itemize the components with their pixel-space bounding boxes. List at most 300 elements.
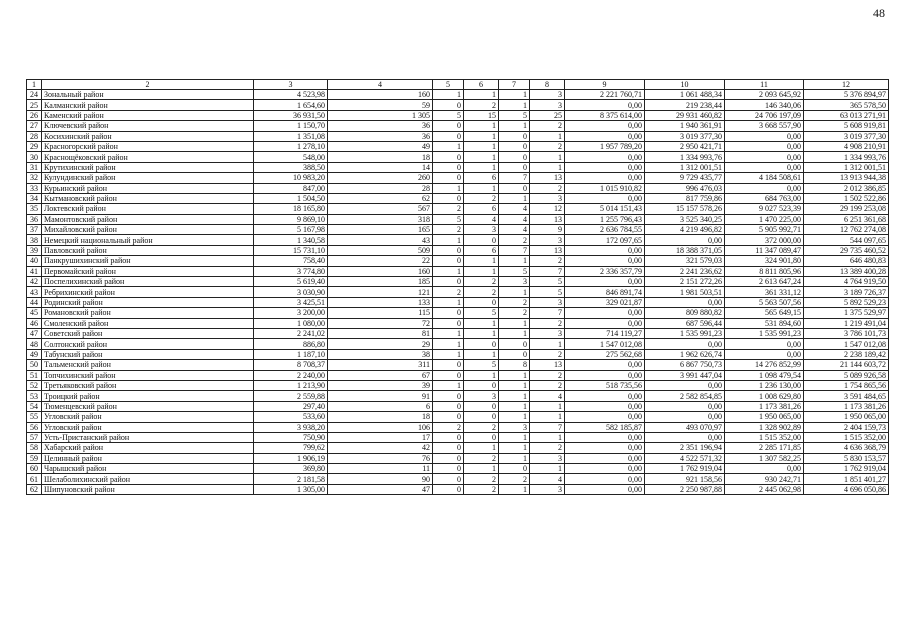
value-cell: 1 351,08 (254, 131, 328, 141)
table-row (27, 391, 889, 401)
value-cell: 0 (464, 339, 499, 349)
row-number-cell: 57 (27, 432, 42, 442)
value-cell: 1 (499, 380, 530, 390)
value-cell: 0 (433, 484, 464, 494)
district-name-cell: Зональный район (42, 90, 254, 100)
value-cell: 2 404 159,73 (804, 422, 889, 432)
value-cell: 1 (464, 349, 499, 359)
table-row (27, 245, 889, 255)
value-cell: 1 080,00 (254, 318, 328, 328)
value-cell: 1 (499, 401, 530, 411)
value-cell: 1 340,58 (254, 235, 328, 245)
value-cell: 1 502 522,86 (804, 193, 889, 203)
value-cell: 25 (530, 110, 565, 120)
value-cell: 0,00 (645, 412, 725, 422)
value-cell: 318 (328, 214, 433, 224)
row-number-cell: 62 (27, 484, 42, 494)
district-name-cell: Хабарский район (42, 443, 254, 453)
value-cell: 2 636 784,55 (565, 225, 645, 235)
row-number-cell: 51 (27, 370, 42, 380)
value-cell: 1 375 529,97 (804, 308, 889, 318)
column-header: 7 (499, 80, 530, 90)
column-header: 9 (565, 80, 645, 90)
value-cell: 13 (530, 173, 565, 183)
value-cell: 29 199 253,08 (804, 204, 889, 214)
table-row (27, 360, 889, 370)
value-cell: 518 735,56 (565, 380, 645, 390)
value-cell: 0,00 (565, 360, 645, 370)
value-cell: 1 (433, 141, 464, 151)
value-cell: 0,00 (645, 432, 725, 442)
value-cell: 2 (530, 380, 565, 390)
table-row (27, 173, 889, 183)
value-cell: 2 221 760,71 (565, 90, 645, 100)
row-number-cell: 33 (27, 183, 42, 193)
value-cell: 59 (328, 100, 433, 110)
value-cell: 260 (328, 173, 433, 183)
value-cell: 1 334 993,76 (645, 152, 725, 162)
value-cell: 0,00 (565, 464, 645, 474)
value-cell: 21 144 603,72 (804, 360, 889, 370)
value-cell: 4 (530, 391, 565, 401)
table-row (27, 422, 889, 432)
value-cell: 3 525 340,25 (645, 214, 725, 224)
value-cell: 2 (464, 474, 499, 484)
value-cell: 365 578,50 (804, 100, 889, 110)
value-cell: 1 981 503,51 (645, 287, 725, 297)
row-number-cell: 32 (27, 173, 42, 183)
value-cell: 0 (464, 432, 499, 442)
value-cell: 36 (328, 131, 433, 141)
table-row (27, 380, 889, 390)
value-cell: 49 (328, 141, 433, 151)
row-number-cell: 55 (27, 412, 42, 422)
row-number-cell: 28 (27, 131, 42, 141)
value-cell: 7 (530, 422, 565, 432)
table-row (27, 90, 889, 100)
district-name-cell: Романовский район (42, 308, 254, 318)
row-number-cell: 34 (27, 193, 42, 203)
value-cell: 22 (328, 256, 433, 266)
value-cell: 0,00 (565, 100, 645, 110)
value-cell: 886,80 (254, 339, 328, 349)
value-cell: 369,80 (254, 464, 328, 474)
value-cell: 1 (499, 193, 530, 203)
district-name-cell: Калманский район (42, 100, 254, 110)
value-cell: 0,00 (565, 162, 645, 172)
value-cell: 1 334 993,76 (804, 152, 889, 162)
value-cell: 544 097,65 (804, 235, 889, 245)
table-row (27, 204, 889, 214)
value-cell: 1 (464, 90, 499, 100)
value-cell: 160 (328, 266, 433, 276)
value-cell: 115 (328, 308, 433, 318)
value-cell: 29 931 460,82 (645, 110, 725, 120)
value-cell: 1 (464, 328, 499, 338)
value-cell: 1 (530, 412, 565, 422)
value-cell: 0 (499, 464, 530, 474)
value-cell: 18 165,80 (254, 204, 328, 214)
value-cell: 13 (530, 214, 565, 224)
value-cell: 3 (464, 225, 499, 235)
value-cell: 5 (433, 214, 464, 224)
value-cell: 0 (433, 162, 464, 172)
value-cell: 3 (499, 422, 530, 432)
row-number-cell: 53 (27, 391, 42, 401)
value-cell: 0,00 (565, 401, 645, 411)
value-cell: 1 504,50 (254, 193, 328, 203)
table-row (27, 100, 889, 110)
district-name-cell: Солтонский район (42, 339, 254, 349)
table-header-row (27, 80, 889, 90)
row-number-cell: 25 (27, 100, 42, 110)
value-cell: 0,00 (565, 277, 645, 287)
value-cell: 3 938,20 (254, 422, 328, 432)
value-cell: 11 347 089,47 (725, 245, 804, 255)
value-cell: 0 (433, 443, 464, 453)
value-cell: 3 668 557,90 (725, 121, 804, 131)
value-cell: 0 (499, 162, 530, 172)
table-row (27, 464, 889, 474)
value-cell: 1 (433, 349, 464, 359)
value-cell: 758,40 (254, 256, 328, 266)
value-cell: 0 (433, 308, 464, 318)
value-cell: 1 (499, 432, 530, 442)
value-cell: 6 (464, 173, 499, 183)
value-cell: 996 476,03 (645, 183, 725, 193)
value-cell: 165 (328, 225, 433, 235)
district-name-cell: Третьяковский район (42, 380, 254, 390)
value-cell: 1 962 626,74 (645, 349, 725, 359)
value-cell: 2 (464, 277, 499, 287)
value-cell: 582 185,87 (565, 422, 645, 432)
value-cell: 0 (433, 131, 464, 141)
table-row (27, 266, 889, 276)
row-number-cell: 27 (27, 121, 42, 131)
value-cell: 817 759,86 (645, 193, 725, 203)
value-cell: 1 (464, 183, 499, 193)
value-cell: 0 (433, 121, 464, 131)
value-cell: 2 (464, 422, 499, 432)
column-header: 8 (530, 80, 565, 90)
value-cell: 0,00 (725, 349, 804, 359)
value-cell: 1 (464, 318, 499, 328)
value-cell: 6 (464, 204, 499, 214)
value-cell: 5 (530, 287, 565, 297)
district-name-cell: Табунский район (42, 349, 254, 359)
district-name-cell: Родинский район (42, 297, 254, 307)
row-number-cell: 36 (27, 214, 42, 224)
value-cell: 0,00 (565, 484, 645, 494)
district-name-cell: Кытмановский район (42, 193, 254, 203)
value-cell: 0,00 (645, 297, 725, 307)
value-cell: 13 (530, 245, 565, 255)
value-cell: 63 013 271,91 (804, 110, 889, 120)
value-cell: 329 021,87 (565, 297, 645, 307)
value-cell: 0,00 (565, 453, 645, 463)
value-cell: 2 (499, 235, 530, 245)
value-cell: 3 (530, 484, 565, 494)
district-name-cell: Первомайский район (42, 266, 254, 276)
value-cell: 1 (530, 432, 565, 442)
value-cell: 2 (530, 318, 565, 328)
value-cell: 4 908 210,91 (804, 141, 889, 151)
value-cell: 0 (433, 277, 464, 287)
value-cell: 1 (464, 464, 499, 474)
value-cell: 9 729 435,77 (645, 173, 725, 183)
value-cell: 5 905 992,71 (725, 225, 804, 235)
value-cell: 1 940 361,91 (645, 121, 725, 131)
value-cell: 2 (433, 204, 464, 214)
value-cell: 2 445 062,98 (725, 484, 804, 494)
value-cell: 3 591 484,65 (804, 391, 889, 401)
value-cell: 1 535 991,23 (645, 328, 725, 338)
value-cell: 1 (530, 152, 565, 162)
value-cell: 0,00 (565, 131, 645, 141)
value-cell: 7 (499, 245, 530, 255)
value-cell: 13 913 944,38 (804, 173, 889, 183)
district-name-cell: Тальменский район (42, 360, 254, 370)
value-cell: 1 (464, 256, 499, 266)
value-cell: 39 (328, 380, 433, 390)
value-cell: 0 (499, 131, 530, 141)
value-cell: 0 (433, 412, 464, 422)
value-cell: 1 (433, 266, 464, 276)
value-cell: 297,40 (254, 401, 328, 411)
district-name-cell: Михайловский район (42, 225, 254, 235)
value-cell: 81 (328, 328, 433, 338)
value-cell: 0 (433, 464, 464, 474)
value-cell: 3 019 377,30 (804, 131, 889, 141)
value-cell: 18 (328, 412, 433, 422)
value-cell: 1 547 012,08 (804, 339, 889, 349)
district-name-cell: Косихинский район (42, 131, 254, 141)
value-cell: 2 (464, 484, 499, 494)
district-name-cell: Ключевский район (42, 121, 254, 131)
value-cell: 1 (530, 339, 565, 349)
value-cell: 2 012 386,85 (804, 183, 889, 193)
value-cell: 2 (464, 453, 499, 463)
value-cell: 6 (464, 245, 499, 255)
value-cell: 1 (464, 443, 499, 453)
value-cell: 646 480,83 (804, 256, 889, 266)
value-cell: 0,00 (565, 474, 645, 484)
table-row (27, 183, 889, 193)
value-cell: 0 (464, 380, 499, 390)
district-name-cell: Советский район (42, 328, 254, 338)
value-cell: 921 158,56 (645, 474, 725, 484)
district-name-cell: Целинный район (42, 453, 254, 463)
value-cell: 361 331,12 (725, 287, 804, 297)
value-cell: 18 (328, 152, 433, 162)
value-cell: 1 957 789,20 (565, 141, 645, 151)
district-name-cell: Немецкий национальный район (42, 235, 254, 245)
value-cell: 1 (464, 131, 499, 141)
value-cell: 1 (499, 328, 530, 338)
value-cell: 5 (433, 110, 464, 120)
value-cell: 533,60 (254, 412, 328, 422)
value-cell: 7 (499, 173, 530, 183)
value-cell: 714 119,27 (565, 328, 645, 338)
value-cell: 5 (464, 308, 499, 318)
table-row (27, 349, 889, 359)
value-cell: 4 696 050,86 (804, 484, 889, 494)
row-number-cell: 44 (27, 297, 42, 307)
value-cell: 3 019 377,30 (645, 131, 725, 141)
value-cell: 3 200,00 (254, 308, 328, 318)
value-cell: 62 (328, 193, 433, 203)
row-number-cell: 38 (27, 235, 42, 245)
value-cell: 4 636 368,79 (804, 443, 889, 453)
table-row (27, 141, 889, 151)
value-cell: 172 097,65 (565, 235, 645, 245)
row-number-cell: 24 (27, 90, 42, 100)
value-cell: 13 389 400,28 (804, 266, 889, 276)
table-row (27, 214, 889, 224)
value-cell: 1 (499, 370, 530, 380)
value-cell: 531 894,60 (725, 318, 804, 328)
value-cell: 1 (530, 162, 565, 172)
table-row (27, 318, 889, 328)
value-cell: 1 547 012,08 (565, 339, 645, 349)
value-cell: 1 (530, 131, 565, 141)
value-cell: 2 (530, 443, 565, 453)
value-cell: 5 089 926,58 (804, 370, 889, 380)
value-cell: 2 (464, 287, 499, 297)
value-cell: 3 (530, 328, 565, 338)
value-cell: 3 030,90 (254, 287, 328, 297)
value-cell: 1 (499, 100, 530, 110)
value-cell: 10 983,20 (254, 173, 328, 183)
value-cell: 3 991 447,04 (645, 370, 725, 380)
value-cell: 1 762 919,04 (804, 464, 889, 474)
district-name-cell: Ребрихинский район (42, 287, 254, 297)
value-cell: 6 867 750,73 (645, 360, 725, 370)
value-cell: 2 (499, 308, 530, 318)
value-cell: 0,00 (645, 339, 725, 349)
row-number-cell: 61 (27, 474, 42, 484)
value-cell: 3 (530, 453, 565, 463)
value-cell: 0,00 (565, 412, 645, 422)
value-cell: 5 563 507,56 (725, 297, 804, 307)
value-cell: 1 187,10 (254, 349, 328, 359)
column-header: 11 (725, 80, 804, 90)
table-row (27, 152, 889, 162)
row-number-cell: 60 (27, 464, 42, 474)
value-cell: 2 (530, 183, 565, 193)
row-number-cell: 59 (27, 453, 42, 463)
value-cell: 3 (530, 297, 565, 307)
value-cell: 4 (499, 214, 530, 224)
data-table (26, 79, 889, 495)
value-cell: 0 (433, 245, 464, 255)
value-cell: 1 (530, 464, 565, 474)
table-row (27, 432, 889, 442)
value-cell: 29 735 460,52 (804, 245, 889, 255)
value-cell: 185 (328, 277, 433, 287)
value-cell: 6 (328, 401, 433, 411)
row-number-cell: 50 (27, 360, 42, 370)
row-number-cell: 42 (27, 277, 42, 287)
value-cell: 8 811 805,96 (725, 266, 804, 276)
value-cell: 3 189 726,37 (804, 287, 889, 297)
value-cell: 1 (499, 443, 530, 453)
table-row (27, 256, 889, 266)
value-cell: 1 098 479,54 (725, 370, 804, 380)
value-cell: 567 (328, 204, 433, 214)
table-row (27, 297, 889, 307)
value-cell: 36 931,50 (254, 110, 328, 120)
value-cell: 1 (464, 370, 499, 380)
row-number-cell: 48 (27, 339, 42, 349)
value-cell: 0,00 (645, 401, 725, 411)
row-number-cell: 40 (27, 256, 42, 266)
value-cell: 0 (464, 297, 499, 307)
value-cell: 0 (464, 401, 499, 411)
value-cell: 1 762 919,04 (645, 464, 725, 474)
value-cell: 160 (328, 90, 433, 100)
value-cell: 3 (464, 391, 499, 401)
value-cell: 3 (530, 90, 565, 100)
value-cell: 1 906,19 (254, 453, 328, 463)
table-row (27, 287, 889, 297)
district-name-cell: Угловский район (42, 412, 254, 422)
district-name-cell: Шелаболихинский район (42, 474, 254, 484)
value-cell: 133 (328, 297, 433, 307)
value-cell: 0 (464, 412, 499, 422)
value-cell: 3 (530, 193, 565, 203)
district-name-cell: Красногорский район (42, 141, 254, 151)
value-cell: 67 (328, 370, 433, 380)
value-cell: 12 (530, 204, 565, 214)
district-name-cell: Панкрушихинский район (42, 256, 254, 266)
value-cell: 1 (433, 90, 464, 100)
value-cell: 0,00 (645, 235, 725, 245)
value-cell: 3 (530, 100, 565, 110)
value-cell: 2 238 189,42 (804, 349, 889, 359)
row-number-cell: 35 (27, 204, 42, 214)
value-cell: 1 236 130,00 (725, 380, 804, 390)
row-number-cell: 29 (27, 141, 42, 151)
value-cell: 38 (328, 349, 433, 359)
row-number-cell: 31 (27, 162, 42, 172)
value-cell: 7 (530, 266, 565, 276)
row-number-cell: 58 (27, 443, 42, 453)
value-cell: 0,00 (565, 391, 645, 401)
table-row (27, 110, 889, 120)
value-cell: 2 (499, 474, 530, 484)
table-row (27, 484, 889, 494)
value-cell: 5 167,98 (254, 225, 328, 235)
value-cell: 0,00 (565, 121, 645, 131)
value-cell: 1 (433, 380, 464, 390)
value-cell: 1 (433, 235, 464, 245)
value-cell: 4 764 919,50 (804, 277, 889, 287)
value-cell: 219 238,44 (645, 100, 725, 110)
value-cell: 2 613 647,24 (725, 277, 804, 287)
value-cell: 1 (530, 401, 565, 411)
value-cell: 72 (328, 318, 433, 328)
value-cell: 1 (433, 183, 464, 193)
value-cell: 0,00 (725, 339, 804, 349)
value-cell: 8 (499, 360, 530, 370)
column-header: 10 (645, 80, 725, 90)
value-cell: 2 241 236,62 (645, 266, 725, 276)
value-cell: 0 (433, 100, 464, 110)
value-cell: 2 (499, 297, 530, 307)
value-cell: 5 619,40 (254, 277, 328, 287)
column-header: 2 (42, 80, 254, 90)
